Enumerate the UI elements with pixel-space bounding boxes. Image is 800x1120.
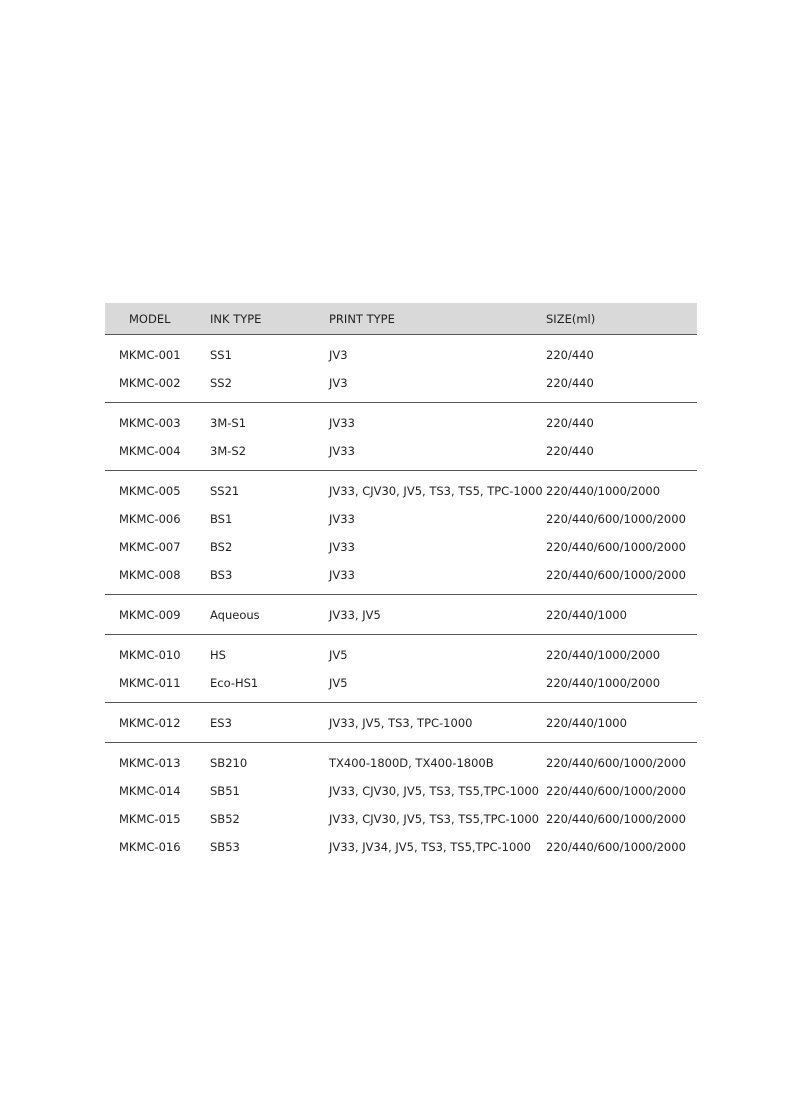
cell-size: 220/440/1000/2000 xyxy=(546,676,661,690)
table-row xyxy=(105,709,697,737)
table-row xyxy=(105,641,697,669)
cell-model: MKMC-005 xyxy=(119,484,181,498)
row-group xyxy=(105,471,697,595)
table-row xyxy=(105,561,697,589)
ink-spec-table xyxy=(105,303,697,866)
cell-print-type: JV33, JV5 xyxy=(329,608,381,622)
row-group xyxy=(105,635,697,703)
cell-size: 220/440/600/1000/2000 xyxy=(546,840,686,854)
table-row xyxy=(105,805,697,833)
cell-model: MKMC-010 xyxy=(119,648,181,662)
header-model: MODEL xyxy=(129,311,171,326)
cell-ink-type: HS xyxy=(210,648,226,662)
row-group xyxy=(105,703,697,743)
table-row xyxy=(105,777,697,805)
cell-model: MKMC-001 xyxy=(119,348,181,362)
cell-print-type: JV3 xyxy=(329,376,348,390)
cell-print-type: JV33, CJV30, JV5, TS3, TS5, TPC-1000 xyxy=(329,484,543,498)
cell-model: MKMC-011 xyxy=(119,676,181,690)
cell-model: MKMC-006 xyxy=(119,512,181,526)
cell-print-type: JV33 xyxy=(329,416,355,430)
cell-size: 220/440 xyxy=(546,348,594,362)
cell-print-type: JV33 xyxy=(329,444,355,458)
cell-ink-type: SS1 xyxy=(210,348,232,362)
table-row xyxy=(105,833,697,861)
cell-ink-type: SB51 xyxy=(210,784,240,798)
cell-ink-type: ES3 xyxy=(210,716,232,730)
cell-model: MKMC-012 xyxy=(119,716,181,730)
cell-print-type: JV5 xyxy=(329,676,348,690)
cell-ink-type: SB53 xyxy=(210,840,240,854)
table-header xyxy=(105,303,697,335)
table-row xyxy=(105,601,697,629)
cell-print-type: JV33, JV34, JV5, TS3, TS5,TPC-1000 xyxy=(329,840,531,854)
cell-model: MKMC-015 xyxy=(119,812,181,826)
cell-print-type: JV33, CJV30, JV5, TS3, TS5,TPC-1000 xyxy=(329,784,539,798)
cell-ink-type: SB210 xyxy=(210,756,248,770)
cell-ink-type: 3M-S1 xyxy=(210,416,247,430)
cell-ink-type: Aqueous xyxy=(210,608,260,622)
cell-size: 220/440/1000 xyxy=(546,716,627,730)
cell-model: MKMC-014 xyxy=(119,784,181,798)
cell-model: MKMC-009 xyxy=(119,608,181,622)
cell-model: MKMC-007 xyxy=(119,540,181,554)
cell-print-type: JV33 xyxy=(329,568,355,582)
table-row xyxy=(105,669,697,697)
cell-ink-type: BS1 xyxy=(210,512,233,526)
header-size: SIZE(ml) xyxy=(546,311,596,326)
cell-size: 220/440/1000 xyxy=(546,608,627,622)
cell-model: MKMC-004 xyxy=(119,444,181,458)
row-group xyxy=(105,595,697,635)
cell-model: MKMC-002 xyxy=(119,376,181,390)
cell-model: MKMC-003 xyxy=(119,416,181,430)
row-group xyxy=(105,403,697,471)
cell-ink-type: SS2 xyxy=(210,376,232,390)
cell-ink-type: SS21 xyxy=(210,484,240,498)
cell-ink-type: BS2 xyxy=(210,540,233,554)
cell-size: 220/440/600/1000/2000 xyxy=(546,540,686,554)
cell-ink-type: Eco-HS1 xyxy=(210,676,259,690)
table-row xyxy=(105,369,697,397)
cell-print-type: TX400-1800D, TX400-1800B xyxy=(329,756,494,770)
cell-print-type: JV5 xyxy=(329,648,348,662)
table-row xyxy=(105,341,697,369)
table-row xyxy=(105,437,697,465)
cell-model: MKMC-013 xyxy=(119,756,181,770)
table-row xyxy=(105,505,697,533)
cell-size: 220/440 xyxy=(546,416,594,430)
cell-print-type: JV33 xyxy=(329,512,355,526)
cell-size: 220/440/1000/2000 xyxy=(546,648,661,662)
cell-size: 220/440/600/1000/2000 xyxy=(546,784,686,798)
table-body xyxy=(105,335,697,866)
cell-model: MKMC-016 xyxy=(119,840,181,854)
cell-size: 220/440/1000/2000 xyxy=(546,484,661,498)
cell-size: 220/440/600/1000/2000 xyxy=(546,812,686,826)
cell-print-type: JV33 xyxy=(329,540,355,554)
cell-ink-type: BS3 xyxy=(210,568,233,582)
table-row xyxy=(105,409,697,437)
cell-print-type: JV3 xyxy=(329,348,348,362)
table-row xyxy=(105,749,697,777)
table-row xyxy=(105,533,697,561)
table-row xyxy=(105,477,697,505)
cell-model: MKMC-008 xyxy=(119,568,181,582)
cell-size: 220/440/600/1000/2000 xyxy=(546,756,686,770)
cell-size: 220/440/600/1000/2000 xyxy=(546,568,686,582)
row-group xyxy=(105,743,697,866)
cell-ink-type: 3M-S2 xyxy=(210,444,247,458)
cell-size: 220/440 xyxy=(546,376,594,390)
cell-size: 220/440/600/1000/2000 xyxy=(546,512,686,526)
cell-ink-type: SB52 xyxy=(210,812,240,826)
cell-print-type: JV33, JV5, TS3, TPC-1000 xyxy=(329,716,473,730)
header-print-type: PRINT TYPE xyxy=(329,311,395,326)
row-group xyxy=(105,335,697,403)
cell-size: 220/440 xyxy=(546,444,594,458)
header-ink-type: INK TYPE xyxy=(210,311,262,326)
cell-print-type: JV33, CJV30, JV5, TS3, TS5,TPC-1000 xyxy=(329,812,539,826)
